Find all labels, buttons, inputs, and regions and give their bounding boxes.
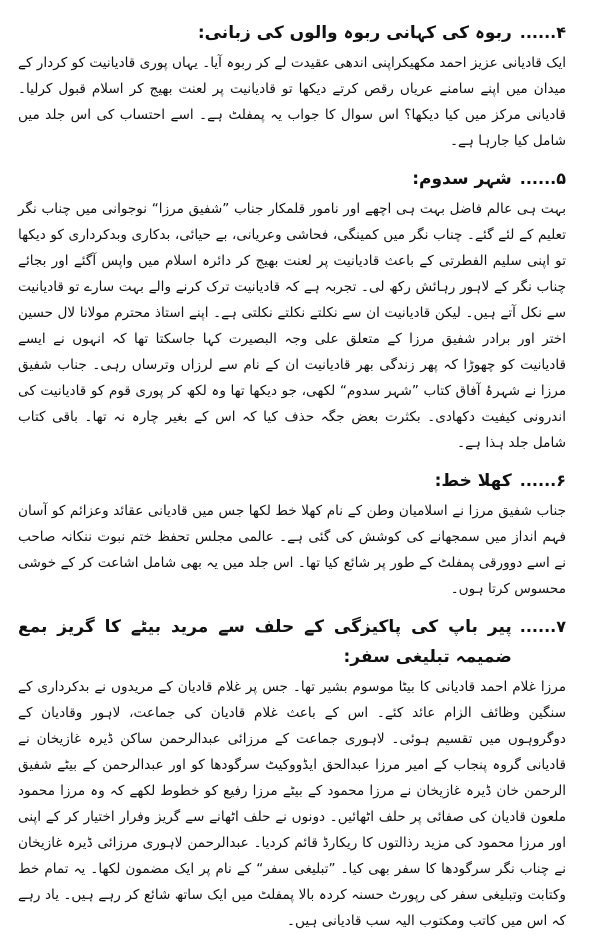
section-7 [18, 612, 566, 934]
section-number: ۵...... [519, 169, 566, 188]
section-heading [18, 612, 566, 672]
section-6 [18, 466, 566, 602]
section-body: ایک قادیانی عزیز احمد مکھیکراپنی اندھی عقیدت لے کر ربوہ آیا۔ یہاں پوری قادیانیت کو کردار کے میدان میں اپنے سامنے عریاں رقص کرتے دیکھا تو قادیانیت پر لعنت بھیج کر اسلام قبول کرلیا۔ قادیانی مرکز میں کیا دیکھا؟ اس سوال کا جواب یہ پمفلٹ ہے۔ اسے احتساب کی اس جلد میں شامل کیا جارہا ہے۔ [18, 55, 566, 149]
section-body: مرزا غلام احمد قادیانی کا بیٹا موسوم بشیر تھا۔ جس پر غلام قادیان کے مریدوں نے بدکرداری کے سنگین وظائف الزام عائد کئے۔ اس کے باعث غلام قادیان کی جماعت، لاہور وقادیان کے دوگروہوں میں تقسیم ہوئی۔ لاہوری جماعت کے مرزائی عبدالرحمن ساکن ڈیرہ غازیخان نے قادیانی گروہ پنجاب کے امیر مرزا عبدالحق ایڈووکیٹ سرگودھا کو اور عبدالرحمن کے بیٹے شفیق الرحمن خان ڈیرہ غازیخان نے مرزا محمود کے بیٹے مرزا رفیع کو خطوط لکھے کہ وہ مرزا محمود ملعون قادیان کی صفائی پر حلف اٹھائیں۔ دونوں نے حلف اٹھانے سے گریز وفرار اختیار کر کے اپنی اور مرزا محمود کی مزید رذالتوں کا ریکارڈ قائم کردیا۔ عبدالرحمن لاہوری مرزائی ڈیرہ غازیخان نے چناب نگر سرگودھا کا سفر بھی کیا۔ ”تبلیغی سفر“ کے نام پر ایک مضمون لکھا۔ یہ تمام خط وکتابت وتبلیغی سفر کی رپورٹ حسنہ کردہ بالا پمفلٹ میں ایک ساتھ شائع کر رہے ہیں۔ یاد رہے کہ اس میں کاتب ومکتوب الیہ سب قادیانی ہیں۔ [18, 679, 566, 929]
section-number: ۶...... [519, 471, 566, 490]
section-title: پیر باپ کی پاکیزگی کے حلف سے مرید بیٹے کا گریز بمع ضمیمہ تبلیغی سفر: [18, 617, 512, 667]
section-body: بہت ہی عالم فاضل بہت ہی اچھے اور نامور قلمکار جناب ”شفیق مرزا“ نوجوانی میں چناب نگر تعلیم کے لئے گئے۔ چناب نگر میں کمینگی، فحاشی وعریانی، بے حیائی، بدکاری وبدکرداری کو دیکھا تو اپنی سلیم الفطرتی کے باعث قادیانیت پر لعنت بھیج کر دائرہ اسلام میں واپس آگئے اور بجائے چناب نگر کے لاہور رہائش رکھ لی۔ تجربہ ہے کہ قادیانیت ترک کرنے والے بہت سارے تو قادیانیت سے نکل آتے ہیں۔ لیکن قادیانیت ان سے نکلتے نکلتے نکلتی ہے۔ اپنے استاذ محترم مولانا لال حسین اختر اور برادر شفیق مرزا کے متعلق علی وجہ البصیرت کہا جاسکتا تھا کہ انہوں نے ایسے قادیانیت کو چھوڑا کہ پھر زندگی بھر قادیانیت ان کے نام سے لرزاں وترساں رہی۔ جناب شفیق مرزا نے شہرۂ آفاق کتاب ”شہر سدوم“ لکھی، جو دیکھا تھا وہ لکھ کر پوری قوم کو قادیانیت کی اندرونی کیفیت دکھادی۔ بکثرت بعض جگہ حذف کیا کہ اس کے بغیر چارہ نہ تھا۔ باقی کتاب شامل جلد ہذا ہے۔ [18, 201, 566, 451]
section-4 [18, 18, 566, 154]
section-heading [18, 164, 566, 194]
section-heading [18, 18, 566, 48]
section-number: ۴...... [519, 23, 566, 42]
section-heading [18, 466, 566, 496]
section-title: ربوہ کی کہانی ربوہ والوں کی زبانی: [197, 23, 512, 43]
section-title: شہر سدوم: [412, 169, 512, 189]
section-number: ۷...... [519, 617, 566, 636]
section-title: کھلا خط: [434, 471, 512, 491]
document-page [18, 18, 566, 929]
section-5 [18, 164, 566, 456]
section-body: جناب شفیق مرزا نے اسلامیان وطن کے نام کھلا خط لکھا جس میں قادیانی عقائد وعزائم کو آسان فہم انداز میں سمجھانے کی کوشش کی گئی ہے۔ عالمی مجلس تحفظ ختم نبوت ننکانہ صاحب نے اسے دوورقی پمفلٹ کے طور پر شائع کیا تھا۔ اس جلد میں یہ بھی شامل اشاعت کر کے خوشی محسوس کرتا ہوں۔ [18, 503, 566, 597]
